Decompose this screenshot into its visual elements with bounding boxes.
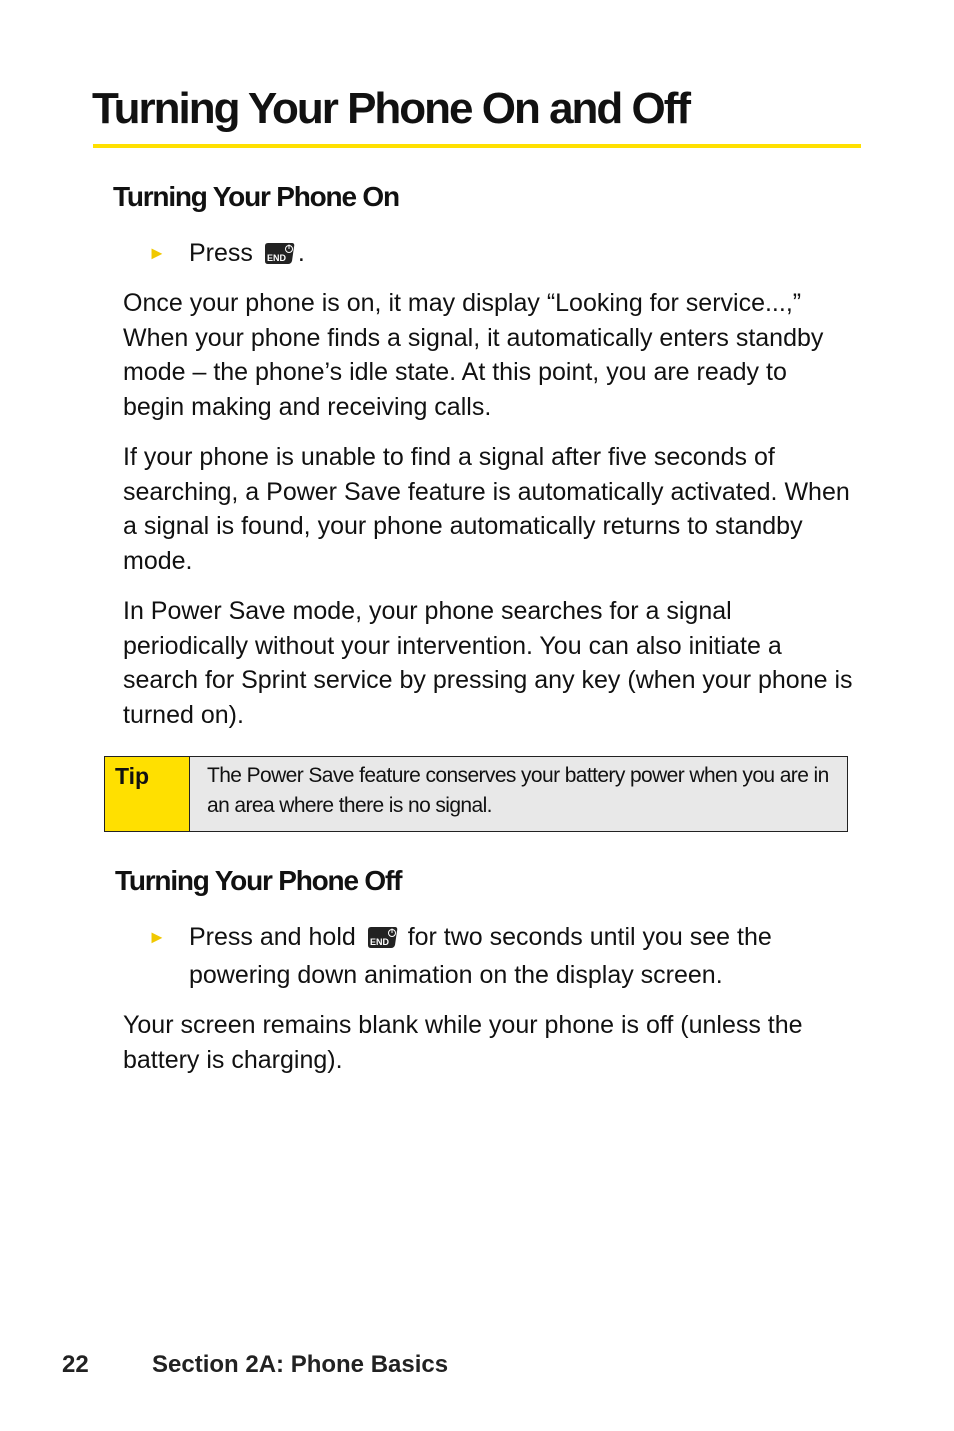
page-title: Turning Your Phone On and Off <box>92 84 690 133</box>
tip-text: The Power Save feature conserves your battery power when you are in an area where there is no signal. <box>190 757 847 831</box>
section-heading-off: Turning Your Phone Off <box>115 865 402 896</box>
bullet-press-hold-end <box>148 918 828 994</box>
page-number: 22 <box>62 1351 89 1378</box>
tip-label: Tip <box>105 757 190 831</box>
footer-section-title: Section 2A: Phone Basics <box>152 1351 449 1378</box>
paragraph-off-1: Your screen remains blank while your phone is off (unless the battery is charging). <box>123 1011 803 1074</box>
bullet-arrow-icon: ► <box>148 243 166 263</box>
end-power-key-icon <box>365 925 399 949</box>
end-key-label: END <box>369 937 389 947</box>
bullet-text-suffix: . <box>297 239 305 267</box>
bullet-text-suffix: for two seconds until you see the powering down animation on the display screen. <box>189 923 772 989</box>
bullet-text-prefix: Press and hold <box>189 923 356 951</box>
paragraph-on-3: In Power Save mode, your phone searches for a signal periodically without your intervention. You can also initiate a search for Sprint service by pressing any key (when your phone is turned on). <box>123 597 853 729</box>
bullet-press-end <box>148 234 848 272</box>
section-heading-on: Turning Your Phone On <box>113 181 399 212</box>
end-power-key-icon <box>262 241 296 265</box>
tip-box <box>104 756 848 832</box>
bullet-text-prefix: Press <box>189 239 253 267</box>
end-key-label: END <box>266 253 286 263</box>
bullet-arrow-icon: ► <box>148 927 166 947</box>
paragraph-on-2: If your phone is unable to find a signal after five seconds of searching, a Power Save feature is automatically activated. When a signal is found, your phone automatically returns to standby mode. <box>123 443 850 575</box>
paragraph-on-1: Once your phone is on, it may display “Looking for service...,” When your phone finds a signal, it automatically enters standby mode – the phone’s idle state. At this point, you are ready to begin making and receiving calls. <box>123 289 824 421</box>
title-rule <box>93 144 861 148</box>
